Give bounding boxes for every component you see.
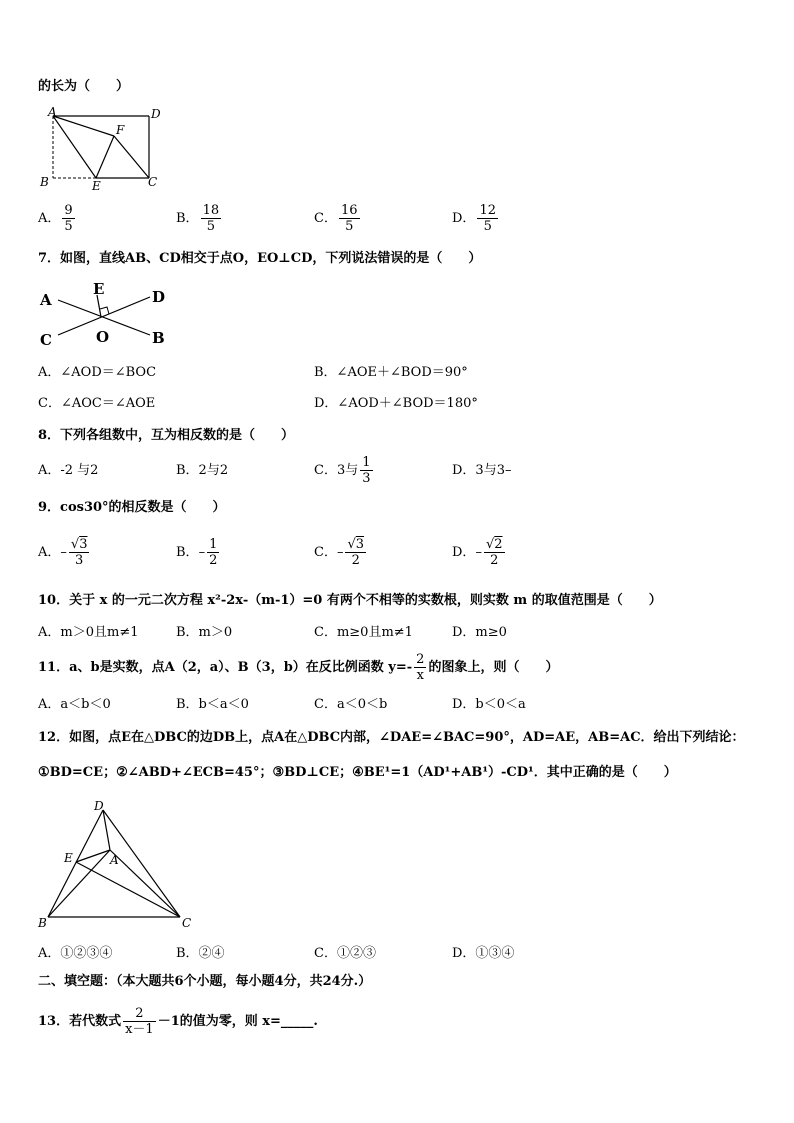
q7-stem: 7．如图，直线AB、CD相交于点O，EO⊥CD，下列说法错误的是（ ） [38,251,482,266]
q12-option-a: A．①②③④ [38,946,113,961]
label-F: F [116,123,125,137]
q12-option-c: C．①②③ [314,946,376,961]
q6-stem-tail: 的长为（ ） [38,79,130,94]
q10-stem: 10．关于 x 的一元二次方程 x²-2x-（m-1）=0 有两个不相等的实数根，则实数 m 的取值范围是（ ） [38,593,662,608]
q10-option-c: C．m≥0且m≠1 [314,625,413,640]
label-A: A [40,291,52,309]
q6-option-c: C． $\frac{16}{5}$ [314,203,358,234]
q12-statements: ①BD=CE；②∠ABD+∠ECB=45°；③BD⊥CE；④BE¹=1（AD¹+AB¹）-CD¹．其中正确的是（ ） [38,765,677,780]
label-E: E [92,179,101,193]
q10-option-d: D．m≥0 [452,625,507,640]
q7-option-b: B．∠AOE＋∠BOD＝90° [314,365,468,380]
label-D: D [151,107,161,121]
q13-answer-blank[interactable]: _____. [280,1014,318,1029]
label-D: D [152,288,166,306]
label-C: C [40,331,52,349]
label-B: B [38,916,47,930]
q12-option-b: B．②④ [176,946,225,961]
q7-option-a: A．∠AOD＝∠BOC [38,365,157,380]
label-C: C [148,175,158,189]
q9-stem: 9．cos30°的相反数是（ ） [38,500,226,515]
q8-option-c: C．3与 $\frac{1}{3}$ [314,455,371,486]
label-O: O [96,328,110,346]
section-heading-fill-in: 二、填空题：（本大题共6个小题，每小题4分，共24分.） [38,974,372,989]
q10-option-b: B．m＞0 [176,625,233,640]
q9-option-d: D．– $\frac{√2}{2}$ [452,537,503,568]
q11-stem: 11．a、b是实数，点A（2，a）、B（3，b）在反比例函数 y=- $\frac{2}{x}$ 的图象上，则（ ） [38,652,559,683]
label-C: C [182,916,192,930]
q10-option-a: A．m＞0且m≠1 [38,625,139,640]
q11-option-b: B．b＜a＜0 [176,697,249,712]
q8-stem: 8．下列各组数中，互为相反数的是（ ） [38,428,295,443]
q11-option-d: D．b＜0＜a [452,697,526,712]
q13-stem: 13．若代数式 $\frac{2}{x-1}$ －1的值为零，则 x=_____. [38,1006,318,1037]
q12-stem: 12．如图，点E在△DBC的边DB上，点A在△DBC内部，∠DAE=∠BAC=90°，AD=AE，AB=AC．给出下列结论： [38,730,745,745]
label-E: E [93,280,105,298]
label-E: E [64,851,73,865]
q8-option-d: D．3与3– [452,463,512,478]
q6-option-a: A． $\frac{9}{5}$ [38,203,73,234]
q11-option-a: A．a＜b＜0 [38,697,111,712]
label-D: D [94,799,104,813]
q9-option-b: B．– $\frac{1}{2}$ [176,537,218,568]
q8-option-b: B．2与2 [176,463,229,478]
q12-figure [36,796,202,936]
q9-option-a: A．– $\frac{√3}{3}$ [38,537,88,568]
label-B: B [152,329,165,347]
q6-option-d: D． $\frac{12}{5}$ [452,203,496,234]
q11-option-c: C．a＜0＜b [314,697,388,712]
label-A: A [110,853,119,867]
q8-option-a: A．-2 与2 [38,463,99,478]
q6-figure [38,104,168,194]
q12-option-d: D．①③④ [452,946,515,961]
q9-option-c: C．– $\frac{√3}{2}$ [314,537,365,568]
label-A: A [48,105,57,119]
q7-option-c: C．∠AOC＝∠AOE [38,396,156,411]
q7-option-d: D．∠AOD＋∠BOD＝180° [314,396,478,411]
q7-figure [38,280,178,350]
label-B: B [40,175,49,189]
q6-option-b: B． $\frac{18}{5}$ [176,203,220,234]
